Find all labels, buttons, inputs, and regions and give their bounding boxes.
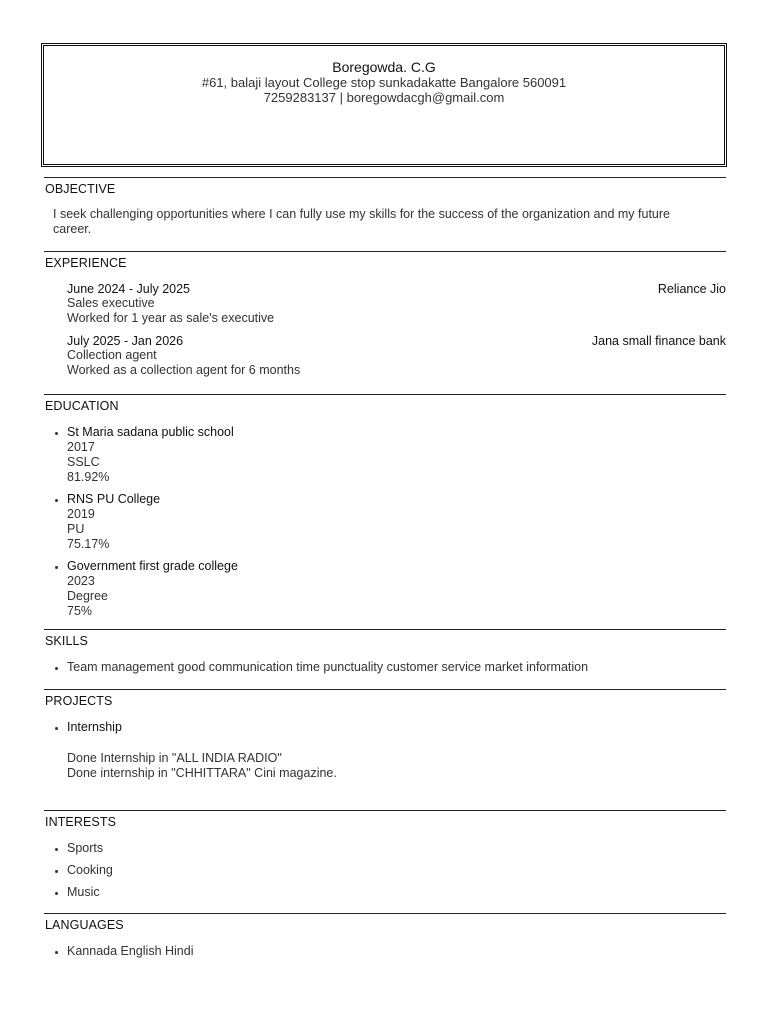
education-item: [67, 425, 726, 485]
section-title-education: EDUCATION: [45, 399, 119, 413]
job-role: Collection agent: [67, 348, 157, 362]
section-title-experience: EXPERIENCE: [45, 256, 127, 270]
interests-list: [44, 841, 726, 900]
objective-text: I seek challenging opportunities where I can fully use my skills for the success of the organization and my future career.: [53, 207, 670, 236]
languages-section: [44, 913, 726, 959]
interest-item: • Cooking: [67, 863, 726, 878]
education-level: Degree: [67, 589, 108, 603]
education-year: 2023: [67, 574, 95, 588]
section-title-objective: OBJECTIVE: [45, 182, 116, 196]
job-company: Jana small finance bank: [591, 334, 726, 348]
job-entry: [67, 282, 726, 326]
projects-list: [44, 720, 726, 781]
education-item: [67, 492, 726, 552]
education-item: [67, 559, 726, 619]
education-list: [44, 425, 726, 619]
job-entry: [67, 334, 726, 378]
project-name: • Internship: [67, 720, 122, 734]
project-line: Done internship in "CHHITTARA" Cini magazine.: [67, 766, 337, 780]
education-year: 2019: [67, 507, 95, 521]
education-level: PU: [67, 522, 85, 536]
experience-section: [44, 251, 726, 378]
job-company: Reliance Jio: [657, 282, 726, 296]
job-description: Worked for 1 year as sale's executive: [67, 311, 275, 325]
education-score: 75.17%: [67, 537, 110, 551]
skill-item: • Team management good communication time punctuality customer service market information: [67, 660, 726, 675]
section-title-languages: LANGUAGES: [45, 918, 124, 932]
objective-section: [44, 177, 726, 237]
resume-header: [41, 43, 727, 167]
education-school: • Government first grade college: [67, 559, 238, 573]
candidate-address: #61, balaji layout College stop sunkadakatte Bangalore 560091: [201, 75, 567, 90]
education-level: SSLC: [67, 455, 100, 469]
interests-section: [44, 810, 726, 900]
languages-list: [44, 944, 726, 959]
skills-list: [44, 660, 726, 675]
section-title-projects: PROJECTS: [45, 694, 113, 708]
job-description: Worked as a collection agent for 6 months: [67, 363, 301, 377]
project-line: Done Internship in "ALL INDIA RADIO": [67, 751, 282, 765]
candidate-contact: 7259283137 | boregowdacgh@gmail.com: [263, 90, 505, 105]
education-school: • St Maria sadana public school: [67, 425, 234, 439]
education-score: 75%: [67, 604, 93, 618]
job-role: Sales executive: [67, 296, 155, 310]
education-section: [44, 394, 726, 626]
job-dates: June 2024 - July 2025: [67, 282, 191, 296]
section-title-skills: SKILLS: [45, 634, 88, 648]
skills-section: [44, 629, 726, 675]
section-title-interests: INTERESTS: [45, 815, 117, 829]
candidate-name: Boregowda. C.G: [332, 59, 436, 75]
interest-item: • Music: [67, 885, 726, 900]
education-score: 81.92%: [67, 470, 110, 484]
language-item: • Kannada English Hindi: [67, 944, 726, 959]
projects-section: [44, 689, 726, 781]
project-item: [67, 720, 726, 781]
education-school: • RNS PU College: [67, 492, 161, 506]
education-year: 2017: [67, 440, 95, 454]
interest-item: • Sports: [67, 841, 726, 856]
job-dates: July 2025 - Jan 2026: [67, 334, 184, 348]
